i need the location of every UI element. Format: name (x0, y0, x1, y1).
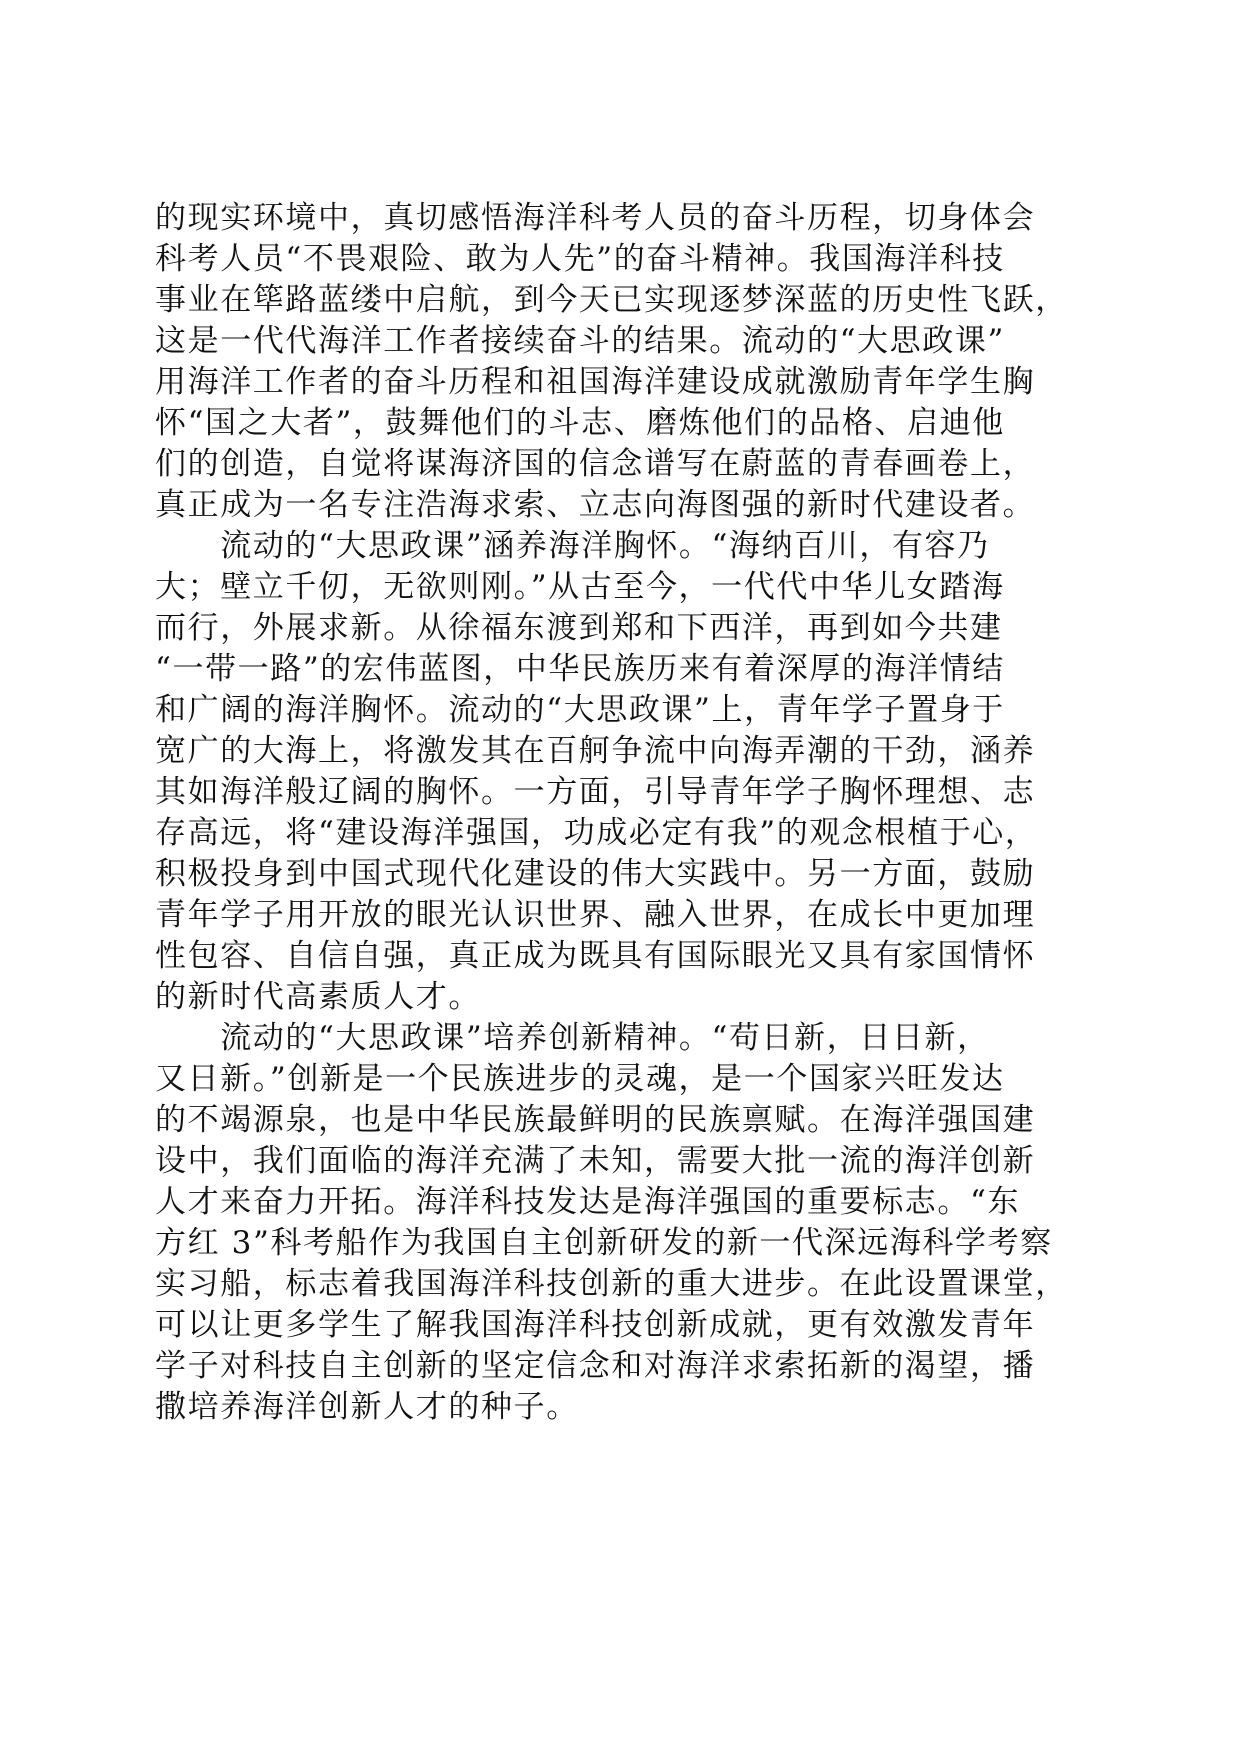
text-line: 其如海洋般辽阔的胸怀。一方面，引导青年学子胸怀理想、志 (155, 774, 1036, 810)
text-line: 学子对科技自主创新的坚定信念和对海洋求索拓新的渴望，播 (155, 1348, 1036, 1384)
text-line: 撒培养海洋创新人才的种子。 (155, 1389, 579, 1425)
text-line: 实习船，标志着我国海洋科技创新的重大进步。在此设置课堂， (155, 1266, 1068, 1302)
text-line: 又日新。”创新是一个民族进步的灵魂，是一个国家兴旺发达 (155, 1061, 1005, 1097)
text-line: 的不竭源泉，也是中华民族最鲜明的民族禀赋。在海洋强国建 (155, 1102, 1036, 1138)
text-line: 的现实环境中，真切感悟海洋科考人员的奋斗历程，切身体会 (155, 200, 1036, 236)
text-line: 怀“国之大者”，鼓舞他们的斗志、磨炼他们的品格、启迪他 (155, 405, 1005, 441)
document-body (155, 198, 1090, 1428)
text-line: 真正成为一名专注浩海求索、立志向海图强的新时代建设者。 (155, 487, 1036, 523)
text-line: 青年学子用开放的眼光认识世界、融入世界，在成长中更加理 (155, 897, 1036, 933)
paragraph-start-line: 流动的“大思政课”培养创新精神。“苟日新，日日新， (155, 1020, 990, 1056)
text-line: “一带一路”的宏伟蓝图，中华民族历来有着深厚的海洋情结 (155, 651, 1005, 687)
text-line: 性包容、自信自强，真正成为既具有国际眼光又具有家国情怀 (155, 938, 1036, 974)
text-line: 事业在筚路蓝缕中启航，到今天已实现逐梦深蓝的历史性飞跃， (155, 282, 1068, 318)
text-line: 用海洋工作者的奋斗历程和祖国海洋建设成就激励青年学生胸 (155, 364, 1036, 400)
text-line: 宽广的大海上，将激发其在百舸争流中向海弄潮的干劲，涵养 (155, 733, 1036, 769)
text-line: 存高远，将“建设海洋强国，功成必定有我”的观念根植于心， (155, 815, 1038, 851)
text-line: 设中，我们面临的海洋充满了未知，需要大批一流的海洋创新 (155, 1143, 1036, 1179)
text-line: 大；壁立千仞，无欲则刚。”从古至今，一代代中华儿女踏海 (155, 569, 1005, 605)
text-line: 积极投身到中国式现代化建设的伟大实践中。另一方面，鼓励 (155, 856, 1036, 892)
paragraph-start-line: 流动的“大思政课”涵养海洋胸怀。“海纳百川，有容乃 (155, 528, 990, 564)
text-line: 而行，外展求新。从徐福东渡到郑和下西洋，再到如今共建 (155, 610, 1003, 646)
text-line: 人才来奋力开拓。海洋科技发达是海洋强国的重要标志。“东 (155, 1184, 1021, 1220)
text-line: 可以让更多学生了解我国海洋科技创新成就，更有效激发青年 (155, 1307, 1036, 1343)
text-line: 和广阔的海洋胸怀。流动的“大思政课”上，青年学子置身于 (155, 692, 1005, 728)
text-line: 们的创造，自觉将谋海济国的信念谱写在蔚蓝的青春画卷上， (155, 446, 1036, 482)
text-line: 的新时代高素质人才。 (155, 979, 481, 1015)
text-line: 方红 3”科考船作为我国自主创新研发的新一代深远海科学考察 (155, 1225, 1053, 1261)
text-line: 科考人员“不畏艰险、敢为人先”的奋斗精神。我国海洋科技 (155, 241, 1005, 277)
text-line: 这是一代代海洋工作者接续奋斗的结果。流动的“大思政课” (155, 323, 1005, 359)
